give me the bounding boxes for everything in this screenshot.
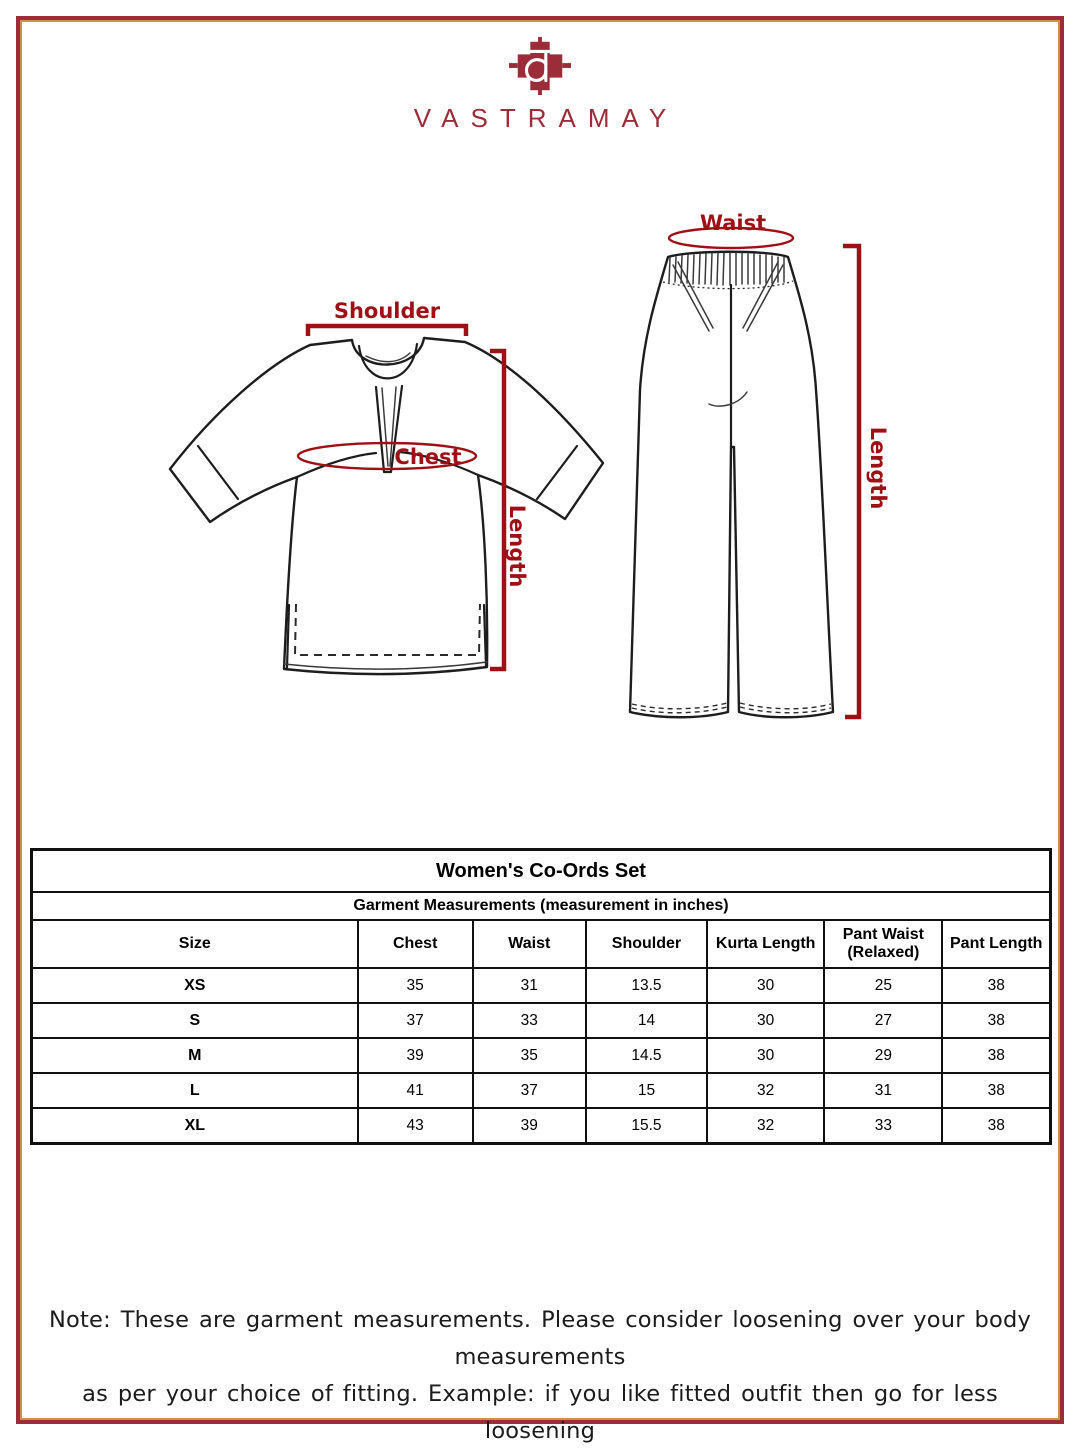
pants-waist-label: Waist xyxy=(699,211,767,235)
value-cell: 37 xyxy=(473,1073,586,1108)
table-row-xs xyxy=(32,968,1051,1003)
pants-length-label: Length xyxy=(866,426,890,510)
value-cell: 38 xyxy=(942,1108,1050,1144)
table-row-xl xyxy=(32,1108,1051,1144)
logo-band-middle xyxy=(518,54,563,77)
table-header-row xyxy=(32,920,1051,968)
pants-diagram xyxy=(630,252,833,718)
logo-tick-bottom xyxy=(538,88,542,95)
value-cell: 33 xyxy=(473,1003,586,1038)
value-cell: 35 xyxy=(473,1038,586,1073)
measurement-note xyxy=(38,1302,1042,1450)
brand-logo-icon xyxy=(509,36,571,96)
kurta-shoulder-label: Shoulder xyxy=(333,299,441,323)
table-row-s xyxy=(32,1003,1051,1038)
note-line-2: as per your choice of fitting. Example: if you like fitted outfit then go for less loosening xyxy=(82,1381,998,1444)
table-row-l xyxy=(32,1073,1051,1108)
value-cell: 38 xyxy=(942,968,1050,1003)
value-cell: 29 xyxy=(824,1038,942,1073)
col-header-pant-waist: Pant Waist (Relaxed) xyxy=(824,920,942,968)
value-cell: 30 xyxy=(707,1038,824,1073)
col-header-chest: Chest xyxy=(358,920,473,968)
value-cell: 25 xyxy=(824,968,942,1003)
value-cell: 13.5 xyxy=(586,968,707,1003)
value-cell: 31 xyxy=(824,1073,942,1108)
col-header-waist: Waist xyxy=(473,920,586,968)
value-cell: 37 xyxy=(358,1003,473,1038)
table-title-row xyxy=(32,850,1051,893)
kurta-silhouette xyxy=(170,338,603,674)
size-cell: M xyxy=(32,1038,358,1073)
value-cell: 38 xyxy=(942,1073,1050,1108)
value-cell: 15 xyxy=(586,1073,707,1108)
value-cell: 39 xyxy=(473,1108,586,1144)
table-subtitle-row xyxy=(32,892,1051,920)
kurta-diagram xyxy=(170,338,603,674)
size-cell: S xyxy=(32,1003,358,1038)
col-header-kurta-length: Kurta Length xyxy=(707,920,824,968)
logo-tick-right xyxy=(562,63,571,68)
value-cell: 39 xyxy=(358,1038,473,1073)
value-cell: 35 xyxy=(358,968,473,1003)
value-cell: 14 xyxy=(586,1003,707,1038)
measurement-diagrams xyxy=(0,180,1080,800)
table-title: Women's Co-Ords Set xyxy=(32,850,1051,893)
col-header-pant-length: Pant Length xyxy=(942,920,1050,968)
logo-tick-left xyxy=(509,63,518,68)
brand-name: VASTRAMAY xyxy=(413,103,679,133)
col-header-size: Size xyxy=(32,920,358,968)
size-cell: XS xyxy=(32,968,358,1003)
value-cell: 30 xyxy=(707,1003,824,1038)
table-row-m xyxy=(32,1038,1051,1073)
size-cell: L xyxy=(32,1073,358,1108)
col-header-shoulder: Shoulder xyxy=(586,920,707,968)
value-cell: 38 xyxy=(942,1003,1050,1038)
kurta-shoulder-bracket xyxy=(308,326,466,336)
note-line-1: Note: These are garment measurements. Please consider loosening over your body measurements xyxy=(49,1307,1031,1370)
value-cell: 38 xyxy=(942,1038,1050,1073)
value-cell: 27 xyxy=(824,1003,942,1038)
brand-logo xyxy=(0,36,1080,134)
value-cell: 33 xyxy=(824,1108,942,1144)
value-cell: 41 xyxy=(358,1073,473,1108)
value-cell: 32 xyxy=(707,1108,824,1144)
value-cell: 14.5 xyxy=(586,1038,707,1073)
value-cell: 30 xyxy=(707,968,824,1003)
size-cell: XL xyxy=(32,1108,358,1144)
value-cell: 31 xyxy=(473,968,586,1003)
pants-length-bracket xyxy=(843,246,859,717)
kurta-chest-label: Chest xyxy=(394,445,462,469)
value-cell: 32 xyxy=(707,1073,824,1108)
table-subtitle: Garment Measurements (measurement in inches) xyxy=(32,892,1051,920)
size-chart-table xyxy=(30,848,1052,1145)
value-cell: 15.5 xyxy=(586,1108,707,1144)
kurta-length-label: Length xyxy=(505,504,529,588)
value-cell: 43 xyxy=(358,1108,473,1144)
